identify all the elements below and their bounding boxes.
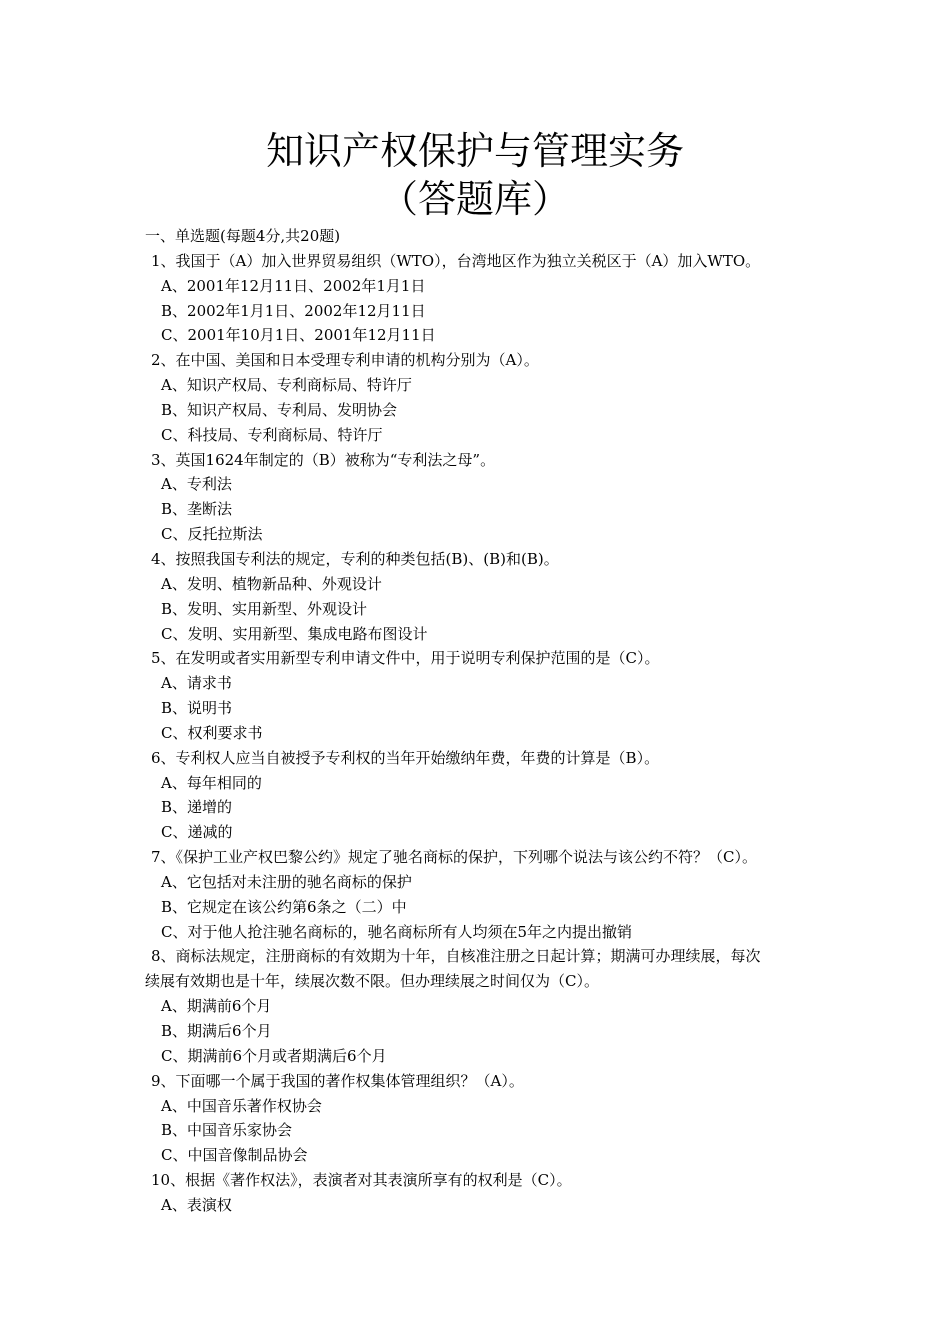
question-1-option-a: A、2001年12月11日、2002年1月1日 (161, 276, 426, 295)
question-8-line-1: 8、商标法规定，注册商标的有效期为十年，自核准注册之日起计算；期满可办理续展，每次 (151, 947, 761, 966)
question-5-option-b: B、说明书 (161, 699, 233, 718)
question-9-option-a: A、中国音乐著作权协会 (161, 1096, 322, 1115)
question-7-option-a: A、它包括对未注册的驰名商标的保护 (161, 872, 412, 891)
question-3-option-b: B、垄断法 (161, 500, 233, 519)
question-6-option-c: C、递减的 (161, 823, 233, 842)
question-4-option-a: A、发明、植物新品种、外观设计 (161, 574, 382, 593)
question-3-option-a: A、专利法 (161, 475, 232, 494)
question-1-option-b: B、2002年1月1日、2002年12月11日 (161, 301, 426, 320)
question-3: 3、英国1624年制定的（B）被称为“专利法之母”。 (151, 450, 496, 469)
question-4-option-c: C、发明、实用新型、集成电路布图设计 (161, 624, 428, 643)
question-7: 7、《保护工业产权巴黎公约》规定了驰名商标的保护，下列哪个说法与该公约不符？（C）。 (151, 848, 758, 867)
question-2-option-a: A、知识产权局、专利商标局、特许厅 (161, 376, 412, 395)
question-8-option-b: B、期满后6个月 (161, 1022, 272, 1040)
question-9-option-b: B、中国音乐家协会 (161, 1121, 293, 1140)
question-2: 2、在中国、美国和日本受理专利申请的机构分别为（A）。 (151, 351, 539, 370)
question-4: 4、按照我国专利法的规定，专利的种类包括(B)、(B)和(B)。 (151, 549, 559, 568)
question-10: 10、根据《著作权法》，表演者对其表演所享有的权利是（C）。 (151, 1171, 572, 1190)
document-subtitle: （答题库） (379, 177, 570, 221)
question-5: 5、在发明或者实用新型专利申请文件中，用于说明专利保护范围的是（C）。 (151, 649, 660, 668)
question-3-option-c: C、反托拉斯法 (161, 525, 263, 544)
question-6-option-b: B、递增的 (161, 798, 233, 817)
question-7-option-c: C、对于他人抢注驰名商标的，驰名商标所有人均须在5年之内提出撤销 (161, 922, 633, 941)
question-1-option-c: C、2001年10月1日、2001年12月11日 (161, 326, 436, 345)
question-5-option-c: C、权利要求书 (161, 723, 263, 742)
question-8-option-c: C、期满前6个月或者期满后6个月 (161, 1046, 387, 1065)
question-8-line-2: 续展有效期也是十年，续展次数不限。但办理续展之时间仅为（C）。 (145, 972, 599, 991)
question-5-option-a: A、请求书 (161, 674, 232, 693)
document-title: 知识产权保护与管理实务 (265, 129, 684, 173)
question-2-option-b: B、知识产权局、专利局、发明协会 (161, 400, 398, 419)
section-heading: 一、单选题(每题4分,共20题) (145, 227, 341, 245)
question-1: 1、我国于（A）加入世界贸易组织（WTO），台湾地区作为独立关税区于（A）加入WTO。 (151, 251, 761, 270)
question-2-option-c: C、科技局、专利商标局、特许厅 (161, 425, 383, 444)
question-4-option-b: B、发明、实用新型、外观设计 (161, 599, 368, 618)
question-9-option-c: C、中国音像制品协会 (161, 1146, 308, 1165)
question-9: 9、下面哪一个属于我国的著作权集体管理组织？（A）。 (151, 1071, 524, 1090)
question-7-option-b: B、它规定在该公约第6条之（二）中 (161, 897, 407, 916)
question-6-option-a: A、每年相同的 (161, 773, 262, 792)
question-10-option-a: A、表演权 (161, 1195, 232, 1214)
question-list (145, 224, 815, 1218)
question-8-option-a: A、期满前6个月 (161, 997, 272, 1016)
question-6: 6、专利权人应当自被授予专利权的当年开始缴纳年费，年费的计算是（B）。 (151, 748, 660, 767)
